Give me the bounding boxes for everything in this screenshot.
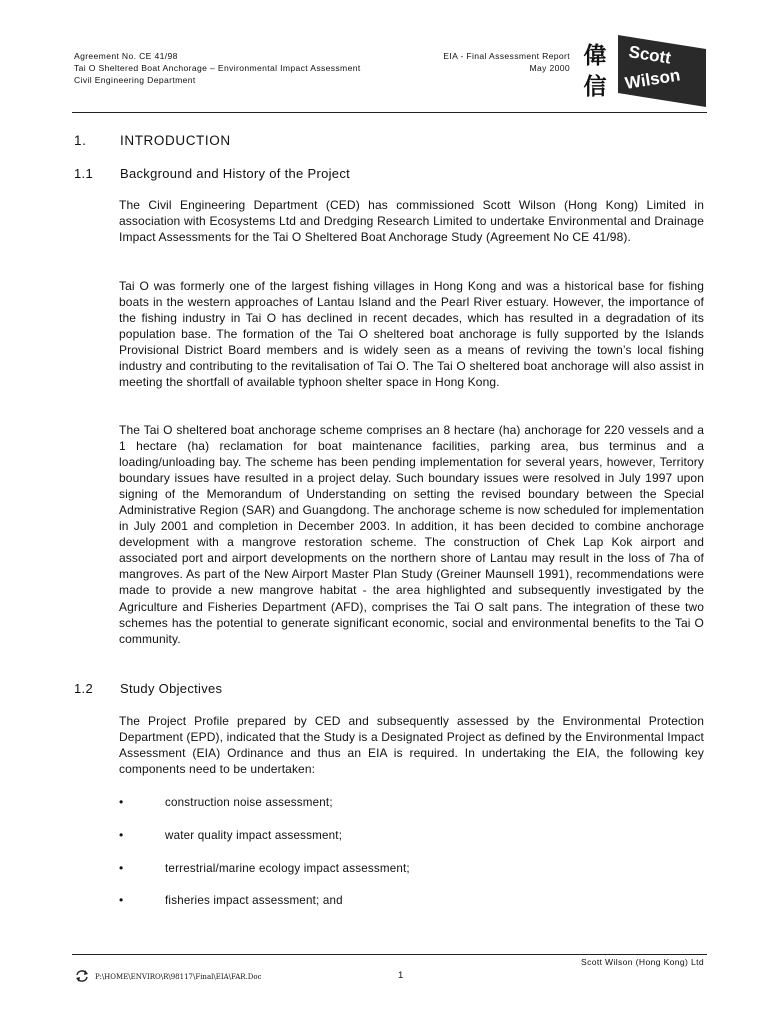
section-heading-1	[74, 133, 231, 148]
section-title: INTRODUCTION	[120, 133, 231, 148]
subsection-title: Study Objectives	[120, 681, 223, 696]
bullet-dot-icon: •	[119, 861, 124, 875]
subsection-heading-1-2	[74, 681, 222, 696]
paragraph-tai-o-history: Tai O was formerly one of the largest fishing villages in Hong Kong and was a historical base for fishing boats in the western approaches of Lantau Island and the Pearl River estuary. However, the importance of the fishing industry in Tai O has declined in recent decades, which has resulted in a degradation of its population base. The formation of the Tai O sheltered boat anchorage is fully supported by the Islands Provisional District Board members and is widely seen as a means of reviving the town’s local fishing industry and contributing to the revitalisation of Tai O. The Tai O sheltered boat anchorage will also assist in meeting the shortfall of available typhoon shelter space in Hong Kong.	[119, 279, 704, 390]
header-rule	[72, 112, 707, 113]
page-number: 1	[398, 970, 404, 981]
section-number: 1.	[74, 133, 87, 148]
bullet-item	[119, 795, 333, 809]
bullet-item	[119, 893, 343, 907]
scott-wilson-logo	[616, 31, 708, 107]
header-project: Tai O Sheltered Boat Anchorage – Environmental Impact Assessment	[74, 63, 361, 73]
logo-chinese-chars	[580, 40, 610, 102]
paragraph-commission: The Civil Engineering Department (CED) has commissioned Scott Wilson (Hong Kong) Limited in association with Ecosystems Ltd and Dredging Research Limited to undertake Environmental and Drainage Impact Assessments for the Tai O Sheltered Boat Anchorage Study (Agreement No CE 41/98).	[119, 198, 704, 245]
bullet-text: fisheries impact assessment; and	[165, 894, 343, 907]
logo-word-wilson: Wilson	[623, 65, 682, 93]
header-department: Civil Engineering Department	[74, 75, 196, 85]
logo-word-scott: Scott	[627, 42, 673, 68]
bullet-dot-icon: •	[119, 795, 124, 809]
recycle-arrows-icon	[74, 969, 90, 983]
header-right	[443, 50, 570, 74]
bullet-text: construction noise assessment;	[165, 796, 333, 809]
bullet-item	[119, 828, 342, 842]
paragraph-study-objectives: The Project Profile prepared by CED and subsequently assessed by the Environmental Protection Department (EPD), indicated that the Study is a Designated Project as defined by the Environmental Impact Assessment (EIA) Ordinance and thus an EIA is required. In undertaking the EIA, the following key components need to be undertaken:	[119, 714, 704, 777]
bullet-item	[119, 861, 410, 875]
footer-rule	[72, 954, 707, 955]
logo-char-1: 偉	[583, 42, 607, 69]
header-date: May 2000	[529, 63, 570, 73]
bullet-text: terrestrial/marine ecology impact assessment;	[165, 862, 410, 875]
header-report-type: EIA - Final Assessment Report	[443, 51, 570, 61]
bullet-dot-icon: •	[119, 828, 124, 842]
footer-company: Scott Wilson (Hong Kong) Ltd	[580, 957, 704, 967]
subsection-title: Background and History of the Project	[120, 166, 351, 181]
paragraph-anchorage-scheme: The Tai O sheltered boat anchorage scheme comprises an 8 hectare (ha) anchorage for 220 vessels and a 1 hectare (ha) reclamation for boat maintenance facilities, parking area, bus terminus and a loading/unloading bay. The scheme has been pending implementation for several years, however, Territory boundary issues have resulted in a project delay. Such boundary issues were resolved in July 1997 upon signing of the Memorandum of Understanding on setting the revised boundary between the Special Administrative Region (SAR) and Guangdong. The anchorage scheme is now scheduled for implementation in July 2001 and completion in December 2003. In addition, it has been decided to combine anchorage development with a mangrove restoration scheme. The construction of Chek Lap Kok airport and associated port and airport developments on the northern shore of Lantau may result in the loss of 7ha of mangroves. As part of the New Airport Master Plan Study (Greiner Maunsell 1991), recommendations were made to provide a new mangrove habitat - the area highlighted and subsequently investigated by the Agriculture and Fisheries Department (AFD), comprises the Tai O salt pans. The integration of these two schemes has the potential to generate significant economic, social and environmental benefits to the Tai O community.	[119, 423, 704, 646]
subsection-heading-1-1	[74, 166, 350, 181]
header-agreement: Agreement No. CE 41/98	[74, 51, 178, 61]
footer-file-path: P:\HOME\ENVIRO\R\98117\Final\EIA\FAR.Doc	[95, 973, 262, 981]
subsection-number: 1.1	[74, 166, 93, 181]
bullet-text: water quality impact assessment;	[165, 829, 343, 842]
subsection-number: 1.2	[74, 681, 93, 696]
logo-char-2: 信	[583, 73, 607, 100]
bullet-dot-icon: •	[119, 893, 124, 907]
header-left	[74, 50, 361, 86]
